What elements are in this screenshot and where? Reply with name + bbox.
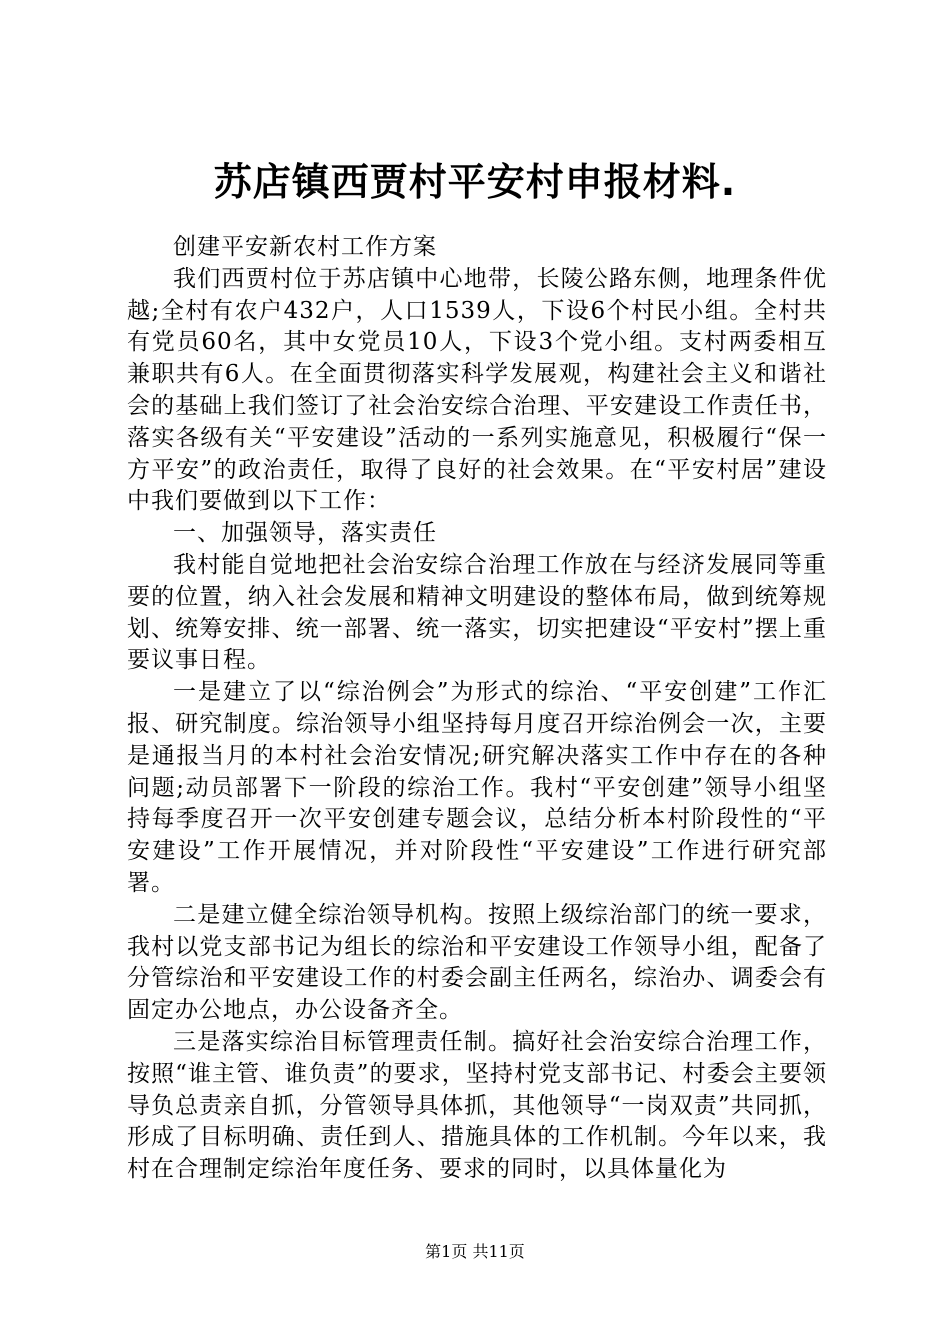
paragraph-point-one: 一是建立了以“综治例会”为形式的综治、“平安创建”工作汇报、研究制度。综治领导小组坚持每月度召开综治例会一次，主要是通报当月的本村社会治安情况;研究解决落实工作中存在的各种问题;动员部署下一阶段的综治工作。我村“平安创建”领导小组坚持每季度召开一次平安创建专题会议，总结分析本村阶段性的“平安建设”工作开展情况，并对阶段性“平安建设”工作进行研究部署。 (127, 679, 827, 896)
page-indicator: 第1页 共11页 (425, 1242, 525, 1261)
paragraph-leadership: 我村能自觉地把社会治安综合治理工作放在与经济发展同等重要的位置，纳入社会发展和精神文明建设的整体布局，做到统筹规划、统筹安排、统一部署、统一落实，切实把建设“平安村”摆上重要议事日程。 (127, 551, 827, 674)
paragraph-point-two: 二是建立健全综治领导机构。按照上级综治部门的统一要求，我村以党支部书记为组长的综治和平安建设工作领导小组，配备了分管综治和平安建设工作的村委会副主任两名，综治办、调委会有固定办公地点，办公设备齐全。 (127, 901, 827, 1024)
paragraph-plan-heading: 创建平安新农村工作方案 (173, 234, 437, 260)
paragraph-point-three: 三是落实综治目标管理责任制。搞好社会治安综合治理工作，按照“谁主管、谁负责”的要求，坚持村党支部书记、村委会主要领导负总责亲自抓，分管领导具体抓，其他领导“一岗双责”共同抓，形成了目标明确、责任到人、措施具体的工作机制。今年以来，我村在合理制定综治年度任务、要求的同时，以具体量化为 (127, 1028, 827, 1183)
paragraph-village-overview: 我们西贾村位于苏店镇中心地带，长陵公路东侧，地理条件优越;全村有农户432户，人口1539人，下设6个村民小组。全村共有党员60名，其中女党员10人，下设3个党小组。支村两委相互兼职共有6人。在全面贯彻落实科学发展观，构建社会主义和谐社会的基础上我们签订了社会治安综合治理、平安建设工作责任书，落实各级有关“平安建设”活动的一系列实施意见，积极履行“保一方平安”的政治责任，取得了良好的社会效果。在“平安村居”建设中我们要做到以下工作： (127, 265, 827, 515)
document-title: 苏店镇西贾村平安村申报材料. (213, 160, 737, 204)
paragraph-section-heading-1: 一、加强领导，落实责任 (173, 520, 437, 547)
document-body (127, 232, 827, 1186)
